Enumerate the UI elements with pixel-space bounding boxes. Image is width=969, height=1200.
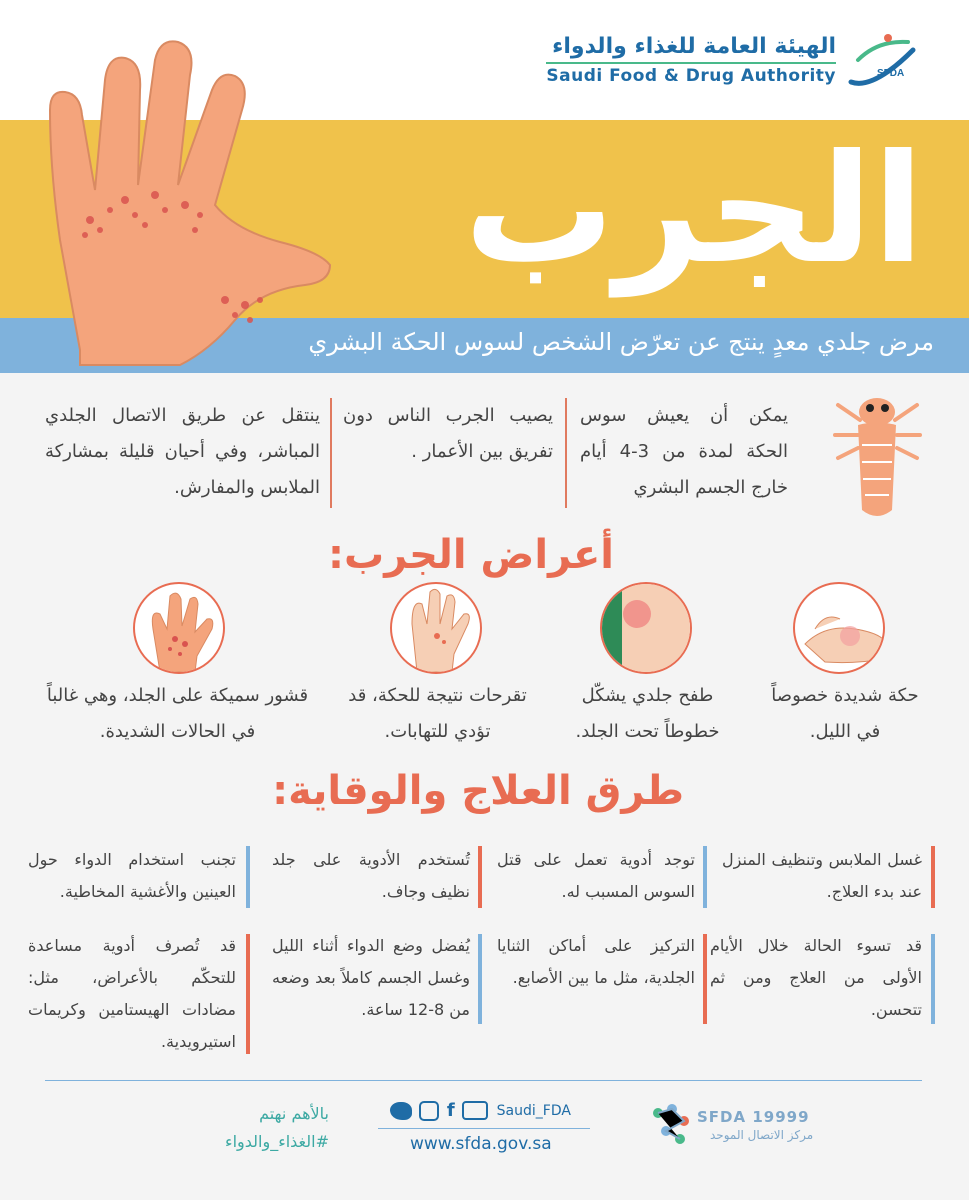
- tip-skin-folds: التركيز على أماكن الثنايا الجلدية، مثل ما بين الأصابع.: [497, 936, 695, 987]
- call-center-name: مركز الاتصال الموحد: [710, 1128, 814, 1142]
- symptom-rash: طفح جلدي يشكّل خطوطاً تحت الجلد.: [575, 685, 720, 742]
- slogan-hashtag: #الغذاء_والدواء: [225, 1132, 329, 1151]
- slogan-line: بالأهم نهتم: [259, 1104, 329, 1123]
- org-name-arabic: الهيئة العامة للغذاء والدواء: [552, 34, 836, 59]
- tip-marker: [931, 846, 935, 908]
- call-center-number: SFDA 19999: [697, 1108, 810, 1126]
- social-handle[interactable]: Saudi_FDA: [496, 1102, 571, 1119]
- symptom-sores: تقرحات نتيجة للحكة، قد تؤدي للتهابات.: [348, 685, 527, 742]
- twitter-icon[interactable]: [390, 1102, 412, 1120]
- tip-medications: توجد أدوية تعمل على قتل السوس المسبب له.: [497, 850, 695, 901]
- fact-mite-survival: يمكن أن يعيش سوس الحكة لمدة من 3-4 أيام خارج الجسم البشري: [580, 405, 788, 498]
- rash-icon: [600, 582, 692, 674]
- logo-divider: [546, 62, 836, 64]
- tip-marker: [478, 934, 482, 1024]
- tip-clean-skin: تُستخدم الأدوية على جلد نظيف وجاف.: [272, 850, 470, 901]
- tip-wash-clothes: غسل الملابس وتنظيف المنزل عند بدء العلاج.: [722, 850, 922, 901]
- fact-divider: [565, 398, 567, 508]
- facebook-icon[interactable]: f: [446, 1100, 455, 1121]
- sfda-logo-text: SFDA: [877, 68, 905, 79]
- website-link[interactable]: www.sfda.gov.sa: [410, 1134, 552, 1154]
- symptoms-title: أعراض الجرب:: [328, 532, 614, 578]
- instagram-icon[interactable]: [419, 1101, 439, 1121]
- symptom-itching: حكة شديدة خصوصاً في الليل.: [771, 685, 919, 742]
- tip-marker: [931, 934, 935, 1024]
- sores-icon: [390, 582, 482, 674]
- fact-all-ages: يصيب الجرب الناس دون تفريق بين الأعمار .: [343, 405, 553, 462]
- infected-hand-illustration: [20, 20, 360, 370]
- tip-marker: [703, 934, 707, 1024]
- page-subtitle: مرض جلدي معدٍ ينتج عن تعرّض الشخص لسوس الحكة البشري: [308, 328, 934, 356]
- fact-transmission: ينتقل عن طريق الاتصال الجلدي المباشر، وفي أحيان قليلة بمشاركة الملابس والمفارش.: [45, 405, 320, 498]
- itching-icon: [793, 582, 885, 674]
- symptom-crusts: قشور سميكة على الجلد، وهي غالباً في الحالات الشديدة.: [46, 685, 309, 742]
- social-divider: [378, 1128, 590, 1129]
- fact-divider: [330, 398, 332, 508]
- org-name-english: Saudi Food & Drug Authority: [546, 66, 836, 86]
- tip-symptom-relief: قد تُصرف أدوية مساعدة للتحكّم بالأعراض، مثل: مضادات الهيستامين وكريمات استيرويدية.: [28, 936, 236, 1051]
- sfda-logo-icon: [843, 30, 921, 96]
- tip-apply-night: يُفضل وضع الدواء أثناء الليل وغسل الجسم كاملاً بعد وضعه من 8-12 ساعة.: [272, 936, 470, 1019]
- tip-marker: [478, 846, 482, 908]
- mite-icon: [830, 390, 925, 525]
- footer-divider: [45, 1080, 922, 1081]
- tip-marker: [246, 846, 250, 908]
- call-center-icon: [650, 1103, 692, 1145]
- tip-avoid-eyes: تجنب استخدام الدواء حول العينين والأغشية المخاطية.: [28, 850, 236, 901]
- treatment-title: طرق العلاج والوقاية:: [272, 768, 684, 814]
- tip-marker: [246, 934, 250, 1054]
- social-links: [390, 1100, 571, 1121]
- tip-marker: [703, 846, 707, 908]
- youtube-icon[interactable]: [462, 1101, 488, 1120]
- footer-slogan: [225, 1100, 329, 1156]
- tip-worsen-first: قد تسوء الحالة خلال الأيام الأولى من العلاج ومن ثم تتحسن.: [710, 936, 922, 1019]
- page-title: الجرب: [464, 123, 924, 297]
- crusts-icon: [133, 582, 225, 674]
